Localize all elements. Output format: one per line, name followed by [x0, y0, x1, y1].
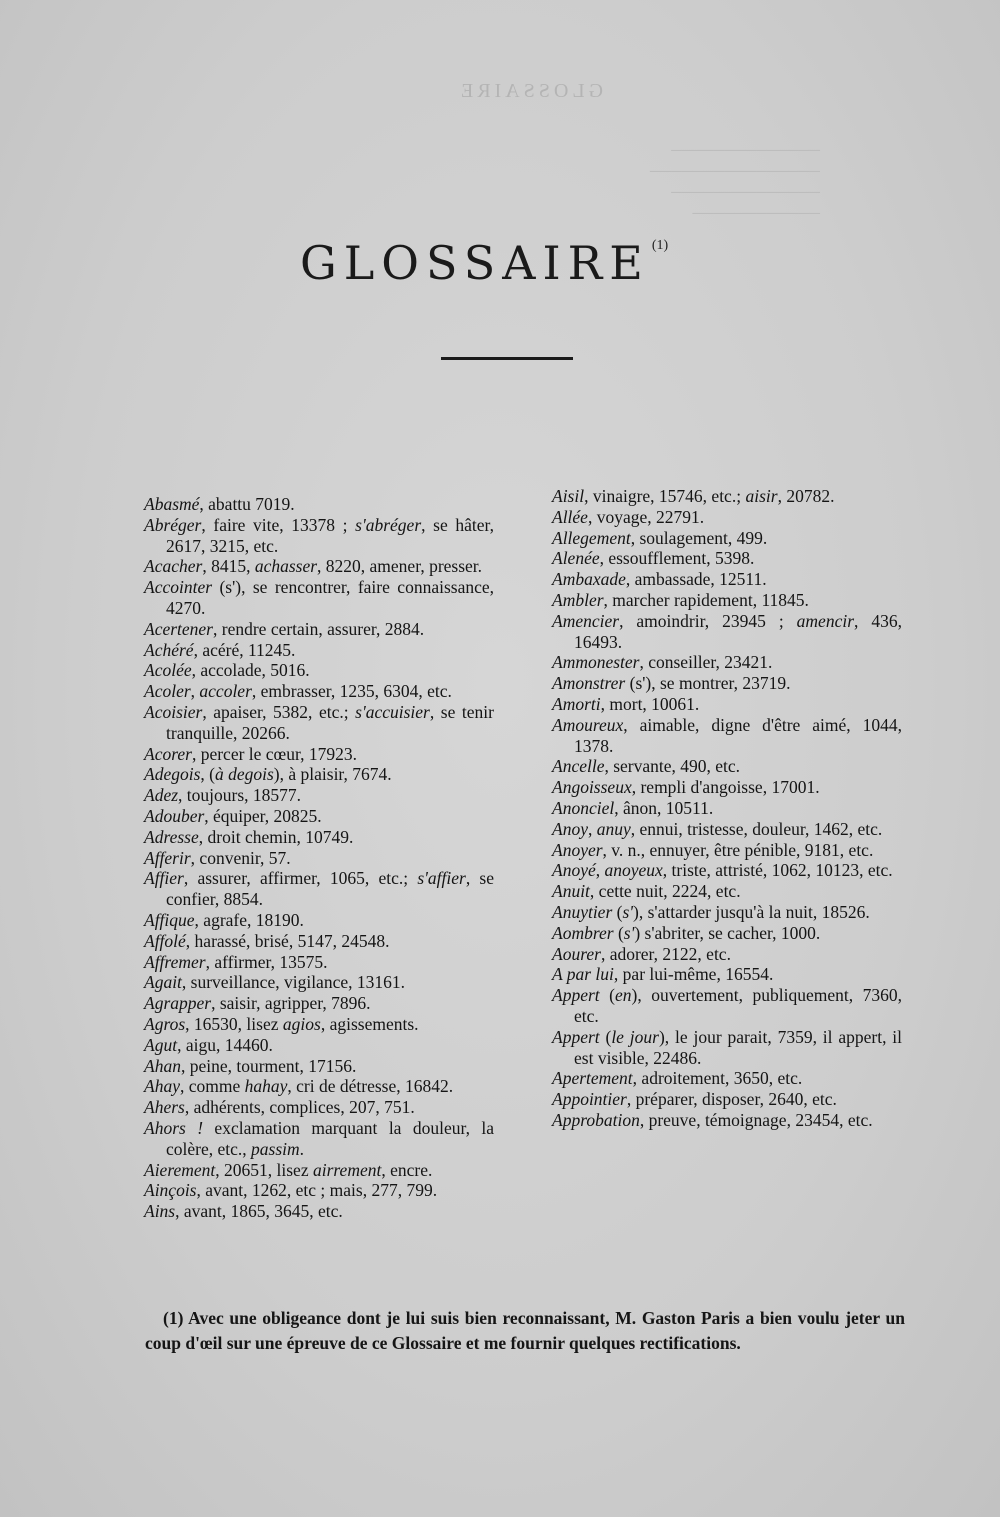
glossary-entry [144, 827, 494, 848]
glossary-definition: , préparer, disposer, 2640, etc. [626, 1089, 837, 1110]
glossary-definition: ( [612, 901, 623, 922]
glossary-entry [144, 556, 494, 577]
glossary-headword: Ains [144, 1201, 176, 1222]
bleed-through-running-head: GLOSSAIRE [457, 80, 604, 102]
glossary-entry [552, 694, 902, 715]
glossary-headword: airrement [312, 1159, 382, 1180]
glossary-definition: , accolade, 5016. [191, 660, 310, 681]
glossary-entry [144, 764, 494, 785]
glossary-entry [144, 1014, 494, 1035]
glossary-headword: Adegois [144, 764, 201, 785]
glossary-definition: ), le jour parait, 7359, il appert, il est visible, 22486. [574, 1026, 903, 1068]
glossary-definition: , ennui, tristesse, douleur, 1462, etc. [630, 818, 883, 839]
glossary-headword: Abréger [144, 514, 202, 535]
glossary-entry [144, 744, 494, 765]
glossary-definition: ( [599, 1026, 612, 1047]
glossary-definition: , agissements. [320, 1013, 419, 1034]
glossary-definition: , encre. [381, 1159, 433, 1180]
glossary-definition: ) s'abriter, se cacher, 1000. [634, 922, 821, 943]
glossary-headword: Ahers [144, 1097, 185, 1118]
glossary-entry [552, 798, 902, 819]
glossary-headword: A par lui [552, 964, 614, 985]
glossary-entry [144, 910, 494, 931]
glossary-definition: , apaiser, 5382, etc.; [202, 701, 356, 722]
glossary-definition: , soulagement, 499. [630, 527, 768, 548]
title-block [300, 236, 720, 290]
glossary-definition: , comme [179, 1076, 245, 1097]
glossary-entry [552, 902, 902, 923]
glossary-definition: , par lui-même, 16554. [613, 964, 774, 985]
glossary-entry [552, 486, 902, 507]
glossary-definition: , abattu 7019. [199, 494, 295, 514]
glossary-headword: Allée [552, 506, 588, 527]
glossary-definition: ), à plaisir, 7674. [273, 764, 392, 785]
glossary-headword: Achéré [144, 639, 194, 660]
glossary-definition: , 20651, lisez [215, 1159, 313, 1180]
glossary-entry [144, 515, 494, 557]
glossary-definition: , équiper, 20825. [204, 805, 322, 826]
glossary-headword: Alenée [552, 548, 600, 569]
glossary-definition: (s'), se rencontrer, faire connaissance, 4270. [166, 577, 494, 618]
glossary-entry [144, 1180, 494, 1201]
glossary-headword: hahay [244, 1076, 288, 1097]
glossary-definition: , percer le cœur, 17923. [191, 743, 357, 764]
glossary-definition: , aimable, digne d'être aimé, 1044, 1378. [574, 714, 902, 756]
glossary-headword: à degois [214, 764, 274, 785]
glossary-column-right [552, 486, 902, 1131]
glossary-entry [144, 972, 494, 993]
glossary-headword: Adouber [144, 805, 205, 826]
glossary-headword: Agait [144, 972, 182, 993]
glossary-headword: Ahay [144, 1076, 180, 1097]
glossary-headword: s'accuisier [355, 701, 430, 722]
glossary-entry [552, 569, 902, 590]
glossary-headword: Amorti [552, 693, 601, 714]
glossary-entry [552, 673, 902, 694]
glossary-definition: , saisir, agripper, 7896. [211, 993, 371, 1014]
glossary-definition: , preuve, témoignage, 23454, etc. [639, 1109, 873, 1130]
glossary-definition: , servante, 490, etc. [604, 756, 741, 777]
glossary-headword: Anuytier [552, 901, 613, 922]
glossary-headword: Anuit [552, 881, 590, 902]
glossary-definition: , embrasser, 1235, 6304, etc. [251, 681, 452, 702]
glossary-headword: Aourer [552, 943, 601, 964]
glossary-entry [144, 702, 494, 744]
title-footnote-marker: (1) [651, 238, 669, 253]
glossary-entry [144, 993, 494, 1014]
glossary-definition: , ambassade, 12511. [625, 569, 767, 590]
glossary-entry [144, 952, 494, 973]
glossary-entry [552, 528, 902, 549]
glossary-definition: , [595, 860, 605, 881]
glossary-headword: Anoyé [552, 860, 596, 881]
glossary-headword: s'abréger [355, 514, 422, 535]
glossary-definition: . [299, 1138, 305, 1159]
glossary-definition: , surveillance, vigilance, 13161. [181, 972, 405, 993]
glossary-entry [552, 652, 902, 673]
glossary-headword: s' [622, 901, 634, 922]
glossary-headword: Acoler [144, 681, 191, 702]
glossary-headword: Accointer [144, 577, 213, 598]
glossary-headword: Affremer [144, 951, 206, 972]
glossary-definition: , 8415, [202, 556, 255, 577]
glossary-headword: Acacher [144, 556, 203, 577]
glossary-definition: , aigu, 14460. [177, 1034, 273, 1055]
glossary-definition: , avant, 1865, 3645, etc. [175, 1201, 343, 1222]
glossary-entry [552, 944, 902, 965]
glossary-definition: , harassé, brisé, 5147, 24548. [185, 930, 390, 951]
glossary-headword: anoyeux [604, 860, 663, 881]
glossary-entry [144, 1056, 494, 1077]
glossary-headword: Affolé [144, 930, 186, 951]
glossary-definition: , se confier, 8854. [166, 868, 495, 910]
glossary-definition: , cri de détresse, 16842. [287, 1076, 454, 1097]
glossary-headword: achasser [254, 556, 318, 577]
glossary-headword: Afferir [144, 847, 191, 868]
glossary-headword: Affique [144, 909, 195, 930]
glossary-headword: Ainçois [144, 1180, 197, 1201]
glossary-definition: , se hâter, 2617, 3215, etc. [166, 514, 495, 556]
glossary-headword: Ancelle [552, 756, 605, 777]
glossary-headword: s' [623, 922, 635, 943]
title-rule [441, 357, 573, 360]
glossary-headword: Adez [144, 785, 179, 806]
glossary-definition: , v. n., ennuyer, être pénible, 9181, etc. [602, 839, 874, 860]
glossary-headword: Ambaxade [552, 569, 626, 590]
glossary-headword: Apertement [552, 1068, 633, 1089]
glossary-definition: , mort, 10061. [600, 693, 700, 714]
glossary-definition: , [587, 818, 597, 839]
glossary-definition: , assurer, affirmer, 1065, etc.; [183, 868, 418, 889]
glossary-definition: , essoufflement, 5398. [599, 548, 755, 569]
glossary-headword: Amencier [552, 610, 620, 631]
glossary-definition: , convenir, 57. [190, 847, 291, 868]
glossary-definition: , rempli d'angoisse, 17001. [631, 777, 820, 798]
glossary-definition: , vinaigre, 15746, etc.; [584, 486, 746, 506]
glossary-entry [552, 1110, 902, 1131]
glossary-entry [144, 1160, 494, 1181]
glossary-entry [144, 640, 494, 661]
glossary-definition: , 20782. [777, 486, 835, 506]
glossary-definition: , peine, tourment, 17156. [180, 1055, 357, 1076]
glossary-entry [552, 715, 902, 757]
glossary-headword: Abasmé [144, 494, 200, 514]
glossary-entry [552, 590, 902, 611]
glossary-definition: , agrafe, 18190. [194, 909, 304, 930]
glossary-headword: aisir [745, 486, 778, 506]
glossary-entry [552, 840, 902, 861]
glossary-entry [552, 860, 902, 881]
glossary-entry [552, 1089, 902, 1110]
glossary-definition: , 8220, amener, presser. [317, 556, 483, 577]
glossary-entry [144, 868, 494, 910]
glossary-definition: , 16530, lisez [185, 1013, 283, 1034]
glossary-entry [144, 848, 494, 869]
glossary-entry [552, 985, 902, 1027]
glossary-definition: , adhérents, complices, 207, 751. [184, 1097, 415, 1118]
glossary-entry [144, 494, 494, 515]
glossary-headword: amencir [796, 610, 855, 631]
glossary-definition: , 436, 16493. [574, 610, 903, 652]
glossary-entry [552, 964, 902, 985]
glossary-entry [552, 611, 902, 653]
glossary-definition: , droit chemin, 10749. [198, 826, 354, 847]
glossary-definition: , adorer, 2122, etc. [600, 943, 731, 964]
glossary-definition: , conseiller, 23421. [639, 652, 773, 673]
glossary-definition: , affirmer, 13575. [205, 951, 328, 972]
glossary-headword: Acoisier [144, 701, 203, 722]
glossary-headword: Ahors ! [144, 1117, 204, 1138]
glossary-entry [144, 577, 494, 619]
glossary-definition: , rendre certain, assurer, 2884. [213, 618, 425, 639]
glossary-headword: anuy [596, 818, 631, 839]
glossary-entry [144, 1035, 494, 1056]
bleed-through-text: ────────────── ──────────────── ────────────── ──────────── [650, 143, 821, 222]
glossary-entry [552, 923, 902, 944]
footnote: (1) Avec une obligeance dont je lui suis bien reconnaissant, M. Gaston Paris a bien voulu jeter un coup d'œil sur une épreuve de ce Glossaire et me fournir quelques rectifications. [145, 1308, 905, 1353]
glossary-headword: Amoureux [552, 714, 624, 735]
glossary-entry [144, 619, 494, 640]
glossary-entry [552, 881, 902, 902]
glossary-headword: Approbation [552, 1109, 640, 1130]
glossary-headword: Anoyer [552, 839, 603, 860]
glossary-definition: ), ouvertement, publiquement, 7360, etc. [574, 985, 903, 1026]
glossary-headword: Aombrer [552, 922, 614, 943]
glossary-entry [552, 819, 902, 840]
glossary-headword: Aierement [144, 1159, 216, 1180]
glossary-headword: agios [282, 1013, 321, 1034]
glossary-definition: exclamation marquant la douleur, la colère, etc., [166, 1117, 494, 1159]
glossary-definition: , se tenir tranquille, 20266. [166, 701, 494, 743]
glossary-definition: , adroitement, 3650, etc. [632, 1068, 803, 1089]
glossary-headword: Acolée [144, 660, 192, 681]
glossary-definition: ( [613, 922, 624, 943]
glossary-entry [144, 1097, 494, 1118]
glossary-headword: Adresse [144, 826, 199, 847]
glossary-entry [552, 507, 902, 528]
glossary-definition: , ânon, 10511. [614, 797, 714, 818]
glossary-entry [144, 1118, 494, 1160]
glossary-headword: Appert [552, 1026, 600, 1047]
glossary-entry [144, 1076, 494, 1097]
glossary-headword: Appert [552, 985, 600, 1006]
glossary-headword: passim [251, 1138, 300, 1159]
glossary-definition: , marcher rapidement, 11845. [603, 589, 809, 610]
glossary-entry [144, 785, 494, 806]
glossary-definition: , faire vite, 13378 ; [201, 514, 356, 535]
glossary-headword: Acorer [144, 743, 192, 764]
glossary-entry [552, 1068, 902, 1089]
glossary-headword: Ammonester [552, 652, 640, 673]
glossary-entry [144, 931, 494, 952]
glossary-definition: , toujours, 18577. [178, 785, 302, 806]
glossary-headword: le jour [611, 1026, 659, 1047]
glossary-column-left [144, 494, 494, 1222]
glossary-definition: , ( [200, 764, 215, 785]
glossary-entry [144, 1201, 494, 1222]
glossary-definition: , amoindrir, 23945 ; [619, 610, 797, 631]
page-title: GLOSSAIRE [300, 236, 650, 290]
glossary-headword: s'affier [417, 868, 466, 889]
glossary-definition: , voyage, 22791. [587, 506, 705, 527]
glossary-headword: Allegement [552, 527, 631, 548]
glossary-entry [144, 806, 494, 827]
glossary-entry [552, 777, 902, 798]
glossary-headword: Acertener [144, 618, 213, 639]
glossary-definition: ), s'attarder jusqu'à la nuit, 18526. [633, 901, 870, 922]
glossary-headword: Agrapper [144, 993, 212, 1014]
glossary-headword: Ambler [552, 589, 604, 610]
glossary-headword: Amonstrer [552, 673, 626, 694]
glossary-definition: , triste, attristé, 1062, 10123, etc. [662, 860, 893, 881]
glossary-headword: Affier [144, 868, 184, 889]
glossary-definition: , acéré, 11245. [193, 639, 296, 660]
glossary-definition: , avant, 1262, etc ; mais, 277, 799. [196, 1180, 438, 1201]
glossary-definition: (s'), se montrer, 23719. [625, 673, 791, 694]
glossary-entry [144, 681, 494, 702]
glossary-headword: Anoy [552, 818, 588, 839]
glossary-headword: Agut [144, 1034, 178, 1055]
glossary-definition: , cette nuit, 2224, etc. [589, 881, 741, 902]
glossary-definition: ( [599, 985, 615, 1006]
glossary-definition: , [190, 681, 200, 702]
glossary-entry [552, 548, 902, 569]
glossary-headword: Appointier [552, 1089, 627, 1110]
glossary-entry [552, 1027, 902, 1069]
glossary-headword: Agros [144, 1013, 186, 1034]
glossary-headword: en [614, 985, 632, 1006]
glossary-headword: Ahan [144, 1055, 181, 1076]
glossary-headword: Anonciel [552, 797, 615, 818]
glossary-entry [552, 756, 902, 777]
glossary-headword: Aisil [552, 486, 585, 506]
glossary-headword: Angoisseux [552, 777, 632, 798]
glossary-entry [144, 660, 494, 681]
glossary-headword: accoler [199, 681, 252, 702]
